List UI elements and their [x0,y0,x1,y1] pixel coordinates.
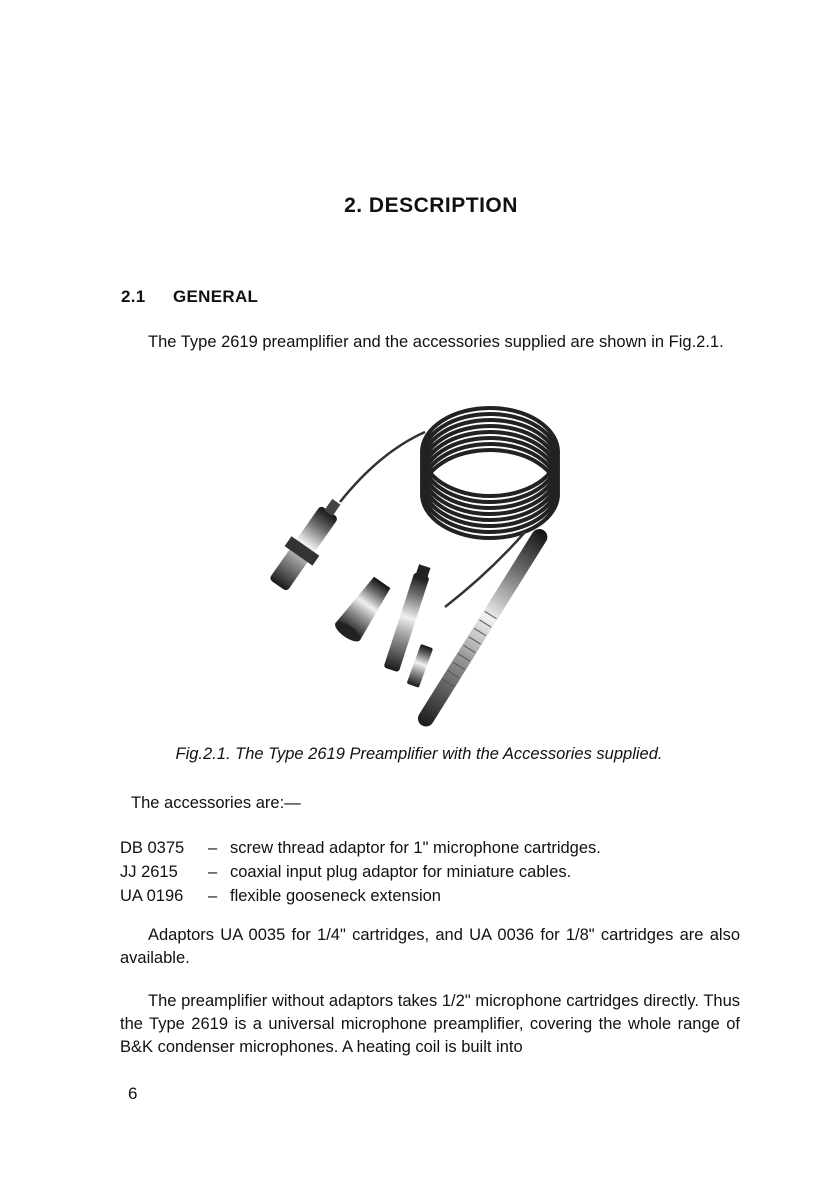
chapter-title: 2. DESCRIPTION [344,194,518,217]
paragraph-adaptors: Adaptors UA 0035 for 1/4" cartridges, and UA 0036 for 1/8" cartridges are also available. [120,926,740,967]
connector-plug [264,492,350,595]
section-heading [121,287,258,307]
list-item [120,860,601,884]
accessory-dash: – [208,839,218,857]
accessory-description: screw thread adaptor for 1" microphone cartridges. [230,839,601,857]
accessories-intro: The accessories are:— [131,794,301,812]
page-number: 6 [128,1084,138,1103]
coaxial-plug-adaptor [407,644,434,688]
section-number: 2.1 [121,287,146,306]
paragraph-intro: The Type 2619 preamplifier and the accessories supplied are shown in Fig.2.1. [148,333,724,351]
preamplifier-figure [240,392,600,747]
gooseneck-extension [415,526,550,730]
accessory-description: coaxial input plug adaptor for miniature cables. [230,863,572,881]
paragraph-universal: The preamplifier without adaptors takes 1/2" microphone cartridges directly. Thus the Type 2619 is a universal microphone preamplifier, covering the whole range of B&K condenser microphones. A heating coil is built into [120,992,740,1056]
list-item [120,836,601,860]
accessory-code: DB 0375 [120,839,185,857]
section-title: GENERAL [173,287,259,306]
list-item [120,884,601,908]
accessory-dash: – [208,887,218,905]
figure-caption: Fig.2.1. The Type 2619 Preamplifier with the Accessories supplied. [175,745,663,763]
screw-thread-adaptor [332,574,394,645]
cable-lead-left [340,432,425,502]
accessory-code: UA 0196 [120,887,184,905]
accessories-list [120,836,601,908]
accessory-dash: – [208,863,218,881]
accessory-description: flexible gooseneck extension [230,887,441,905]
coiled-cable [422,408,558,538]
accessory-code: JJ 2615 [120,863,178,881]
